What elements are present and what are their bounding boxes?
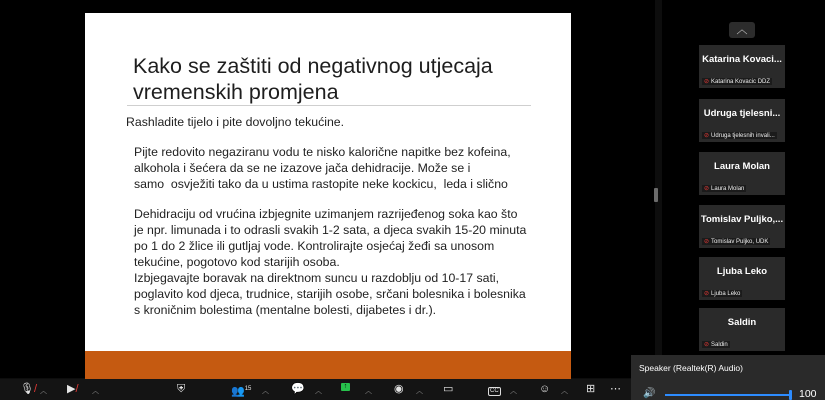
- participant-tile[interactable]: [699, 99, 785, 142]
- mic-muted-icon: ⊘: [704, 133, 710, 139]
- volume-slider[interactable]: [665, 394, 791, 396]
- participant-label-text: Laura Molan: [711, 186, 745, 192]
- apps-icon[interactable]: ⊞: [586, 383, 596, 395]
- volume-value: 100: [799, 388, 817, 400]
- chat-icon[interactable]: 💬: [291, 383, 305, 395]
- whiteboard-icon[interactable]: ▭: [443, 383, 454, 395]
- participant-label: [702, 341, 730, 348]
- participant-label-text: Ljuba Leko: [711, 291, 741, 297]
- participant-label: [702, 185, 746, 192]
- participant-name: Ljuba Leko: [716, 266, 768, 277]
- share-screen-icon[interactable]: ↑: [341, 383, 350, 396]
- slide-text-line: tekućine, pogotovo kod starijih osoba.: [134, 255, 340, 269]
- slide-text-line: po 1 do 2 žlice ili gutljaj vode. Kontrolirajte osjećaj žeđi sa unosom: [134, 239, 495, 253]
- slide-text-line: poglavito kod djeca, trudnice, starijih osobe, srčani bolesnika i bolesnika: [134, 287, 526, 301]
- video-muted-icon[interactable]: ▶/: [67, 383, 79, 395]
- more-icon[interactable]: ⋯: [610, 383, 621, 395]
- participant-tile[interactable]: [699, 152, 785, 195]
- volume-slider-fill: [665, 394, 791, 396]
- record-options-chevron-icon[interactable]: ︿: [416, 388, 423, 395]
- slide-footer-bar: [85, 351, 571, 379]
- mic-muted-icon: ⊘: [704, 342, 710, 348]
- captions-icon[interactable]: CC: [490, 388, 499, 394]
- mic-options-chevron-icon[interactable]: ︿: [40, 388, 47, 395]
- participant-tile[interactable]: [699, 45, 785, 88]
- share-options-chevron-icon[interactable]: ︿: [365, 388, 372, 395]
- speaker-icon[interactable]: 🔊: [643, 388, 656, 399]
- slide-body: [85, 13, 571, 353]
- slide-text-line: samo osvježiti tako da u ustima rastopite neke kockicu, leda i slično: [134, 177, 508, 191]
- slide-text-line: je npr. limunada i to odrasli svakih 1-2 sata, a djeca svakih 15-20 minuta: [134, 223, 527, 237]
- reactions-options-chevron-icon[interactable]: ︿: [561, 388, 568, 395]
- participant-label: [702, 78, 772, 85]
- panel-resize-handle[interactable]: [654, 188, 658, 202]
- participant-tile[interactable]: [699, 205, 785, 248]
- participant-tile[interactable]: [699, 308, 785, 351]
- participant-label: [702, 238, 770, 245]
- audio-device-label: Speaker (Realtek(R) Audio): [639, 363, 743, 373]
- participant-label: [702, 290, 742, 297]
- microphone-muted-icon[interactable]: 🎙/: [20, 383, 38, 395]
- volume-slider-handle[interactable]: [789, 390, 792, 400]
- participant-label-text: Tomislav Puljko, UDK: [711, 239, 769, 245]
- mic-muted-icon: ⊘: [704, 239, 710, 245]
- slide-text-line: Dehidraciju od vrućina izbjegnite uzimanjem razrijeđenog soka kao što: [134, 207, 518, 221]
- slide-title-line-2: vremenskih promjena: [133, 80, 339, 104]
- participant-label-text: Saldin: [711, 342, 728, 348]
- presentation-slide: [85, 13, 571, 379]
- participant-label-text: Udruga tjelesnih invali...: [711, 133, 775, 139]
- slide-text-line: Pijte redovito negaziranu vodu te nisko kalorične napitke bez kofeina,: [134, 145, 511, 159]
- record-icon[interactable]: ◉: [394, 383, 404, 395]
- chat-options-chevron-icon[interactable]: ︿: [315, 388, 322, 395]
- participants-icon[interactable]: 👥$^{15}$: [231, 385, 252, 398]
- participant-label: [702, 132, 777, 139]
- participant-name: Katarina Kovaci...: [702, 54, 782, 65]
- mic-muted-icon: ⊘: [704, 79, 710, 85]
- participant-name: Saldin: [727, 317, 757, 328]
- participants-count: 15: [244, 386, 252, 392]
- participant-label-text: Katarina Kovacic DDZ: [711, 79, 771, 85]
- participant-name: Udruga tjelesni...: [703, 108, 781, 119]
- slide-title-line-1: Kako se zaštiti od negativnog utjecaja: [133, 54, 493, 78]
- security-icon[interactable]: ⛨: [177, 383, 186, 395]
- slide-text-line: s kroničnim bolestima (mentalne bolesti, dijabetes i dr.).: [134, 303, 437, 317]
- participant-name: Laura Molan: [714, 161, 770, 172]
- participants-options-chevron-icon[interactable]: ︿: [262, 388, 269, 395]
- mic-muted-icon: ⊘: [704, 186, 710, 192]
- slide-text-line: alkohola i šećera da se ne izazove jača dehidracije. Može se i: [134, 161, 471, 175]
- slide-text-line: Rashladite tijelo i pite dovoljno tekućine.: [126, 115, 345, 129]
- meeting-toolbar: [0, 379, 655, 400]
- participant-tile[interactable]: [699, 257, 785, 300]
- video-options-chevron-icon[interactable]: ︿: [92, 388, 99, 395]
- speaker-volume-panel: [631, 355, 825, 400]
- reactions-icon[interactable]: ☺: [539, 383, 551, 395]
- chevron-up-icon: ︿: [736, 24, 748, 36]
- slide-text-line: Izbjegavajte boravak na direktnom suncu u razdoblju od 10-17 sati,: [134, 271, 500, 285]
- captions-options-chevron-icon[interactable]: ︿: [510, 388, 517, 395]
- gallery-scroll-up-button[interactable]: [729, 22, 755, 38]
- participant-name: Tomislav Puljko,...: [700, 214, 784, 225]
- mic-muted-icon: ⊘: [704, 291, 710, 297]
